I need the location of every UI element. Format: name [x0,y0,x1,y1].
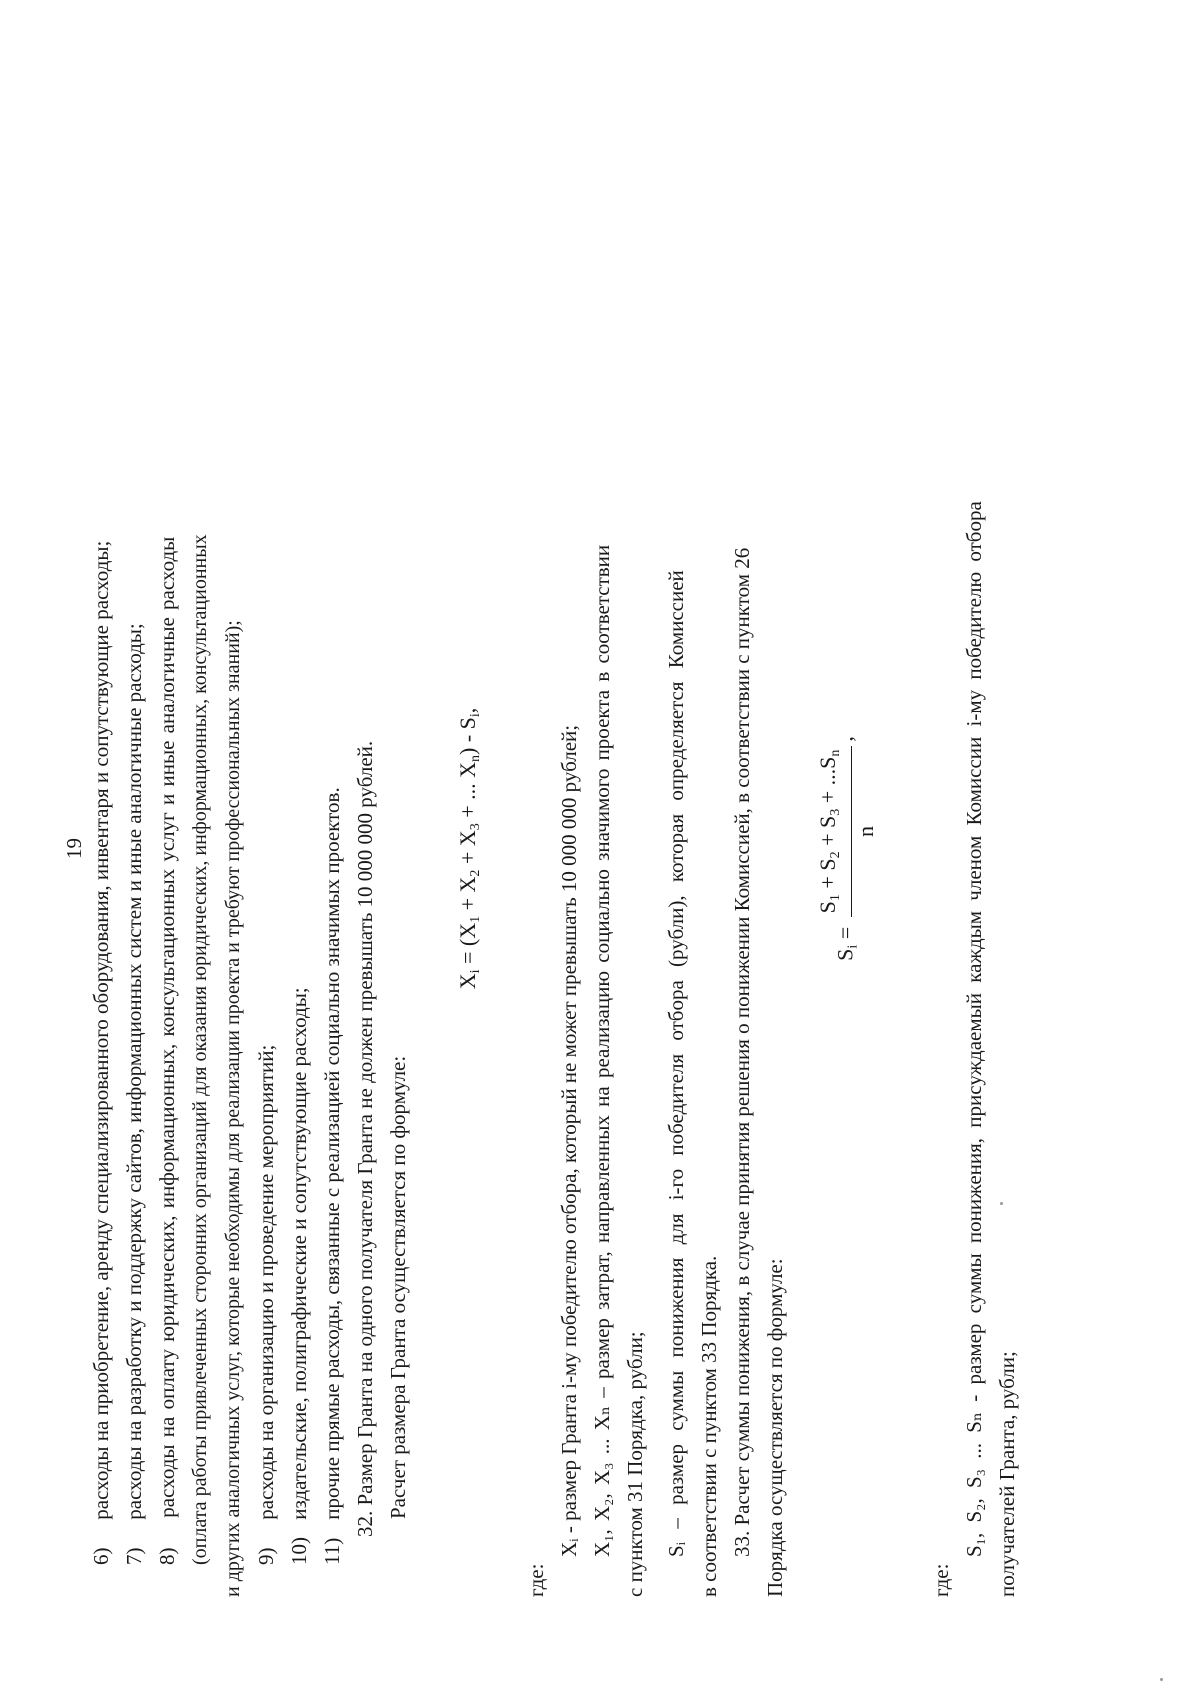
definition-si-continued: в соответствии с пунктом 33 Порядка. [697,1255,721,1597]
definition-s-values-continued: получателей Гранта, рубли; [995,1351,1019,1597]
list-item-10: 10) издательские, полиграфические и сопутствующие расходы; [287,987,311,1565]
list-item-8-continuation-2: и других аналогичных услуг, которые необходимы для реализации проекта и требуют профессиональных знаний); [222,620,244,1597]
scan-speck [1160,1678,1163,1681]
fraction-denominator: n [853,825,878,837]
paragraph-33: 33. Расчет суммы понижения, в случае принятия решения о понижении Комиссией, в соответствии с пунктом 26 [730,547,754,1557]
definition-xi: Xᵢ - размер Гранта i-му победителю отбора, который не может превышать 10 000 000 рублей; [557,724,581,1557]
list-item-11: 11) прочие прямые расходы, связанные с реализацией социально значимых проектов. [320,787,344,1565]
list-item-8: 8) расходы на оплату юридических, информационных, консультационных услуг и иные аналогичные расходы [155,536,179,1565]
scan-speck [1000,1202,1003,1205]
where-label-2: где: [929,1563,953,1597]
definition-si: Sᵢ – размер суммы понижения для i-го победителя отбора (рубли), которая определяется Комиссией [664,570,688,1557]
definition-s-values: S₁, S₂, S₃ ... Sₙ - размер суммы понижения, присуждаемый каждым членом Комиссии i-му победителю отбора [962,501,986,1557]
formula-reduction: $S_i$ = $S_1 + S_2 + S_3 + ...S_n$ n , [815,736,878,961]
list-item-6: 6) расходы на приобретение, аренду специализированного оборудования, инвентаря и сопутствующие расходы; [89,540,113,1565]
definition-x-costs: X₁, X₂, X₃ ... Xₙ – размер затрат, направленных на реализацию социально значимого проекта в соответствии [590,544,614,1557]
fraction-numerator: $S_1 + S_2 + S_3 + ...S_n$ [815,746,852,918]
where-label-1: где: [524,1563,548,1597]
page-number: 19 [62,838,86,859]
paragraph-33-continued: Порядка осуществляется по формуле: [763,1258,787,1597]
list-item-9: 9) расходы на организацию и проведение мероприятий; [254,1044,278,1565]
calc-intro: Расчет размера Гранта осуществляется по формуле: [386,1055,410,1519]
list-item-8-continuation-1: (оплата работы привлеченных сторонних организаций для оказания юридических, информационных, консультационных [189,534,211,1565]
list-item-7: 7) расходы на разработку и поддержку сайтов, информационных систем и иные аналогичные расходы; [122,623,146,1565]
formula-grant-size: $X_i = (X_1 + X_2 + X_3$ + ... $X_n) - S_i$, [455,707,483,990]
fraction [815,746,880,918]
definition-x-costs-continued: с пунктом 31 Порядка, рубли; [623,1331,647,1597]
paragraph-32: 32. Размер Гранта на одного получателя Гранта не должен превышать 10 000 000 рублей. [353,740,377,1537]
